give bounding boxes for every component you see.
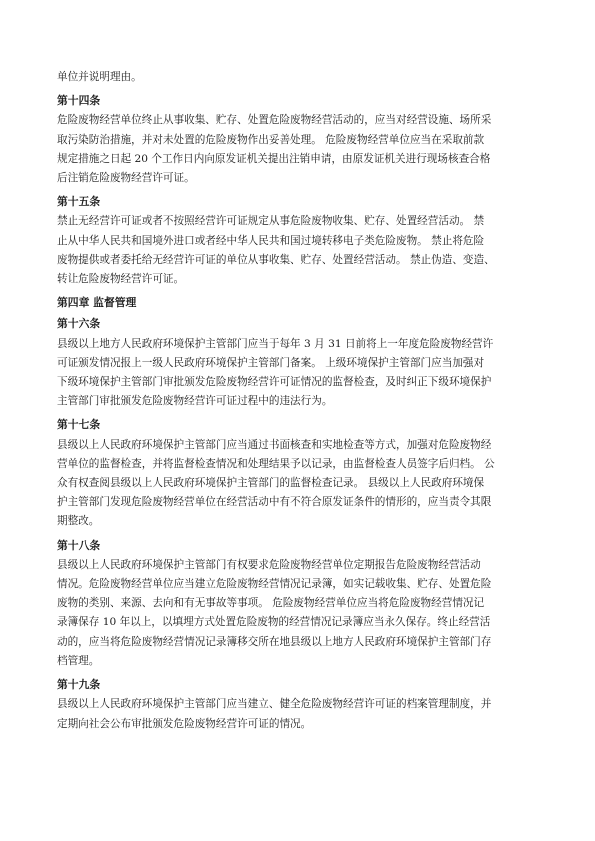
text-line: 动的，应当将危险废物经营情况记录簿移交所在地县级以上地方人民政府环境保护主管部门存	[57, 635, 492, 648]
article-body	[57, 436, 539, 532]
text-line: 县级以上人民政府环境保护主管部门应当通过书面核查和实地检查等方式，加强对危险废物经	[57, 438, 492, 451]
text-line: 转让危险废物经营许可证。	[57, 273, 185, 286]
article-body	[57, 68, 539, 87]
text-line: 废物提供或者委托给无经营许可证的单位从事收集、贮存、处置经营活动。 禁止伪造、变造、	[57, 253, 495, 266]
text-line: 期整改。	[57, 515, 100, 528]
text-line: 取污染防治措施，并对未处置的危险废物作出妥善处理。 危险废物经营单位应当在采取前款	[57, 133, 485, 146]
text-line: 废物的类别、来源、去向和有无事故等事项。 危险废物经营单位应当将危险废物经营情况记	[57, 597, 485, 610]
text-line: 下级环境保护主管部门审批颁发危险废物经营许可证情况的监督检查，及时纠正下级环境保护	[57, 376, 492, 389]
text-line: 众有权查阅县级以上人民政府环境保护主管部门的监督检查记录。 县级以上人民政府环境保	[57, 477, 485, 490]
article-heading: 第十四条	[57, 94, 101, 108]
text-line: 危险废物经营单位终止从事收集、贮存、处置危险废物经营活动的，应当对经营设施、场所采	[57, 114, 492, 127]
text-line: 档管理。	[57, 654, 100, 667]
article-body	[57, 111, 539, 188]
text-line: 护主管部门发现危险废物经营单位在经营活动中有不符合原发证条件的情形的，应当责令其限	[57, 496, 492, 509]
article-heading: 第四章 监督管理	[57, 296, 137, 310]
text-line: 单位并说明理由。	[57, 71, 142, 83]
text-line: 主管部门审批颁发危险废物经营许可证过程中的违法行为。	[57, 395, 333, 408]
text-line: 县级以上地方人民政府环境保护主管部门应当于每年 3 月 31 日前将上一年度危险废物经营许	[57, 337, 494, 350]
article-heading: 第十九条	[57, 678, 101, 692]
article-body	[57, 695, 539, 733]
text-line: 定期向社会公布审批颁发危险废物经营许可证的情况。	[57, 717, 312, 730]
article-heading: 第十五条	[57, 195, 101, 209]
article-body	[57, 335, 539, 412]
text-line: 录簿保存 10 年以上，以填埋方式处置危险废物的经营情况记录簿应当永久保存。终止经营活	[57, 616, 491, 629]
document-page	[57, 68, 539, 738]
text-line: 禁止无经营许可证或者不按照经营许可证规定从事危险废物收集、贮存、处置经营活动。 禁	[57, 215, 485, 228]
text-line: 情况。危险废物经营单位应当建立危险废物经营情况记录簿，如实记载收集、贮存、处置危险	[57, 578, 492, 591]
text-line: 县级以上人民政府环境保护主管部门有权要求危险废物经营单位定期报告危险废物经营活动	[57, 558, 481, 571]
text-line: 营单位的监督检查，并将监督检查情况和处理结果予以记录，由监督检查人员签字后归档。 公	[57, 457, 495, 470]
article-body	[57, 556, 539, 671]
text-line: 止从中华人民共和国境外进口或者经中华人民共和国过境转移电子类危险废物。 禁止将危险	[57, 234, 485, 247]
text-line: 后注销危险废物经营许可证。	[57, 172, 195, 185]
article-heading: 第十八条	[57, 538, 101, 552]
article-heading: 第十七条	[57, 418, 101, 432]
article-heading: 第十六条	[57, 317, 101, 331]
article-body	[57, 212, 539, 289]
text-line: 可证颁发情况报上一级人民政府环境保护主管部门备案。 上级环境保护主管部门应当加强对	[57, 356, 485, 369]
text-line: 规定措施之日起 20 个工作日内向原发证机关提出注销申请，由原发证机关进行现场核查合格	[57, 152, 491, 165]
text-line: 县级以上人民政府环境保护主管部门应当建立、健全危险废物经营许可证的档案管理制度，并	[57, 698, 492, 711]
